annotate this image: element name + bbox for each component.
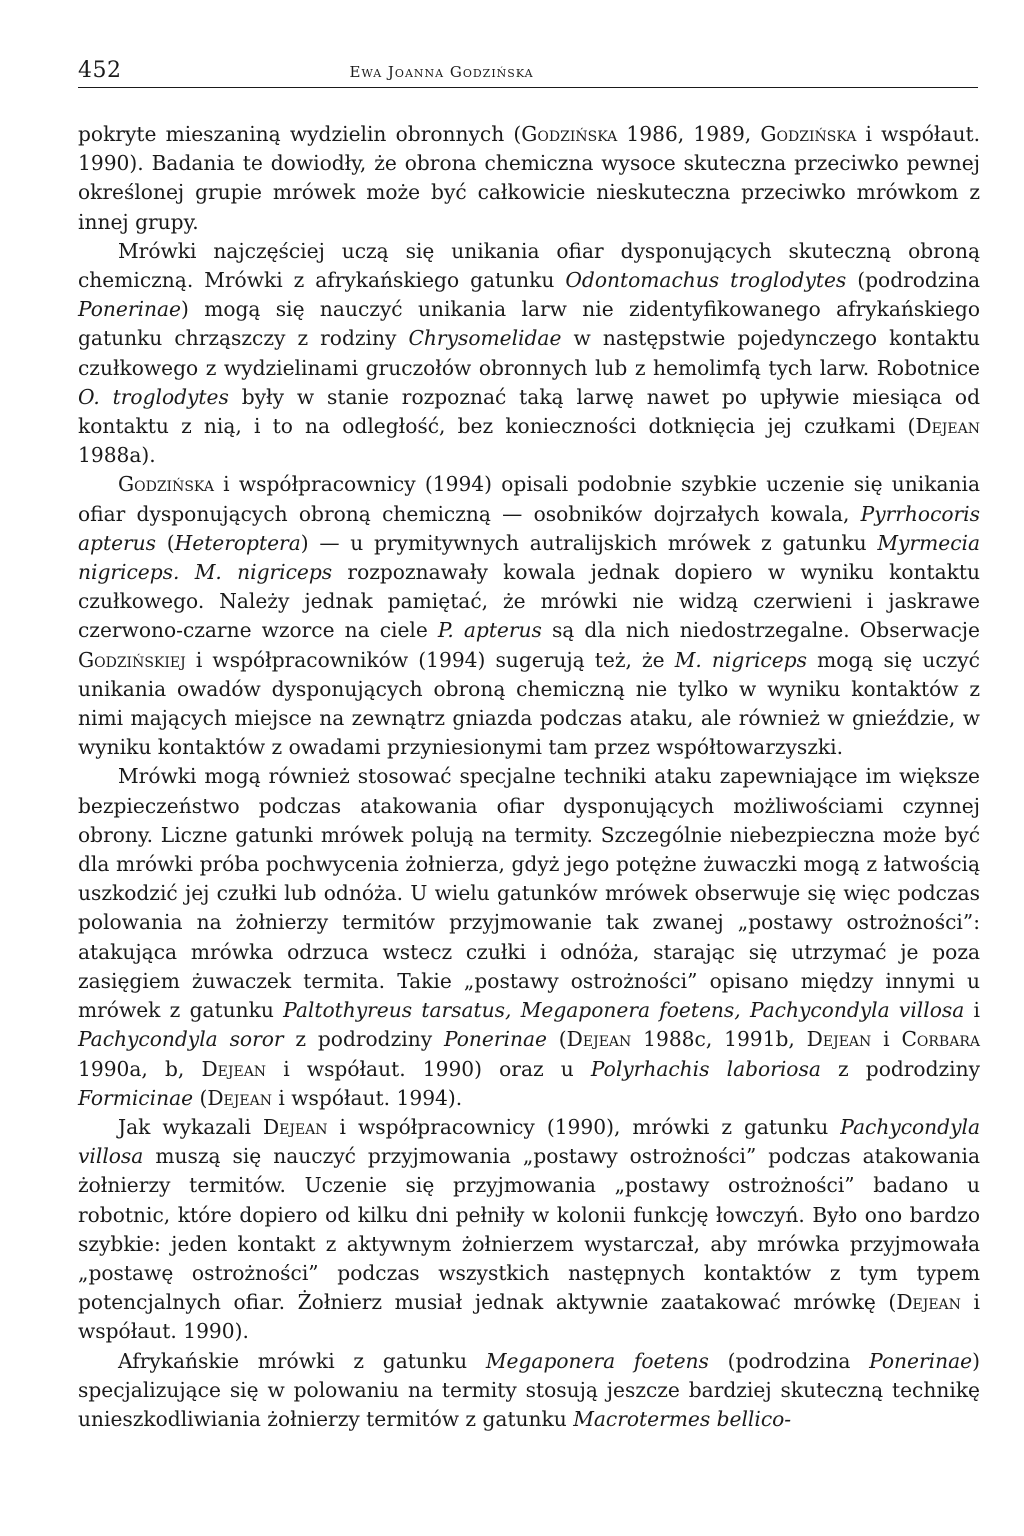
text-run: (podrodzina bbox=[846, 268, 980, 293]
text-run: 1988a). bbox=[78, 443, 156, 468]
italic-text: O. troglodytes bbox=[78, 384, 229, 409]
italic-text: Macrotermes bellico- bbox=[573, 1406, 792, 1431]
italic-text: Formicinae bbox=[78, 1085, 194, 1110]
author-name: Dejean bbox=[207, 1085, 272, 1110]
author-name: Dejean bbox=[806, 1027, 872, 1052]
italic-text: Heteroptera bbox=[174, 530, 301, 555]
text-run: z podrodziny bbox=[820, 1056, 981, 1081]
italic-text: Megaponera foetens bbox=[485, 1348, 709, 1373]
text-run: rozpoznawały kowala jednak dopiero w wyniku kontaktu czułkowego. Należy jednak pamiętać, że mrówki nie widzą czerwieni i jaskrawe czerwono-czarne wzorce na ciele bbox=[78, 560, 980, 643]
italic-text: Myrmecia nigriceps. M. nigriceps bbox=[78, 530, 980, 585]
text-run: ) mogą się nauczyć unikania larw nie zidentyfikowanego afrykańskiego gatunku chrząszczy z rodziny bbox=[78, 297, 980, 351]
author-name: Godzińskiej bbox=[78, 647, 186, 672]
paragraph bbox=[78, 120, 980, 237]
text-run: i bbox=[871, 1027, 902, 1052]
text-run: były w stanie rozpoznać taką larwę nawet po upływie miesiąca od kontaktu z nią, i to na odległość, bez konieczności dotknięcia jej czułkami ( bbox=[78, 384, 980, 439]
italic-text: Ponerinae bbox=[869, 1348, 973, 1373]
italic-text: Pachycondyla soror bbox=[78, 1027, 284, 1052]
text-run: i współaut. 1990). bbox=[78, 1290, 980, 1344]
italic-text: Polyrhachis laboriosa bbox=[590, 1056, 821, 1081]
text-run: i współpracownicy (1990), mrówki z gatunku bbox=[327, 1114, 841, 1139]
paragraph bbox=[78, 762, 980, 1112]
author-name: Dejean bbox=[896, 1290, 961, 1315]
text-run: i współaut. 1990). Badania te dowiodły, że obrona chemiczna wysoce skuteczna przeciwko pewnej określonej grupie mrówek może być całkowicie nieskuteczna przeciwko mrówkom z innej grupy. bbox=[78, 122, 980, 234]
author-name: Corbara bbox=[901, 1027, 980, 1052]
paragraph bbox=[78, 1113, 980, 1347]
text-run: z podrodziny bbox=[283, 1027, 444, 1052]
italic-text: Ponerinae bbox=[443, 1027, 547, 1052]
text-run: 1986, 1989, bbox=[617, 122, 761, 146]
author-name: Godzińska bbox=[118, 472, 214, 497]
author-name: Godzińska bbox=[760, 122, 857, 146]
italic-text: Ponerinae bbox=[78, 297, 181, 322]
italic-text: Pyrrhocoris apterus bbox=[78, 501, 980, 555]
text-run: i współpracownicy (1994) opisali podobnie szybkie uczenie się unikania ofiar dysponujących obroną chemiczną — osobników dojrzałych kowala, bbox=[78, 472, 980, 526]
page-number: 452 bbox=[78, 58, 122, 83]
paragraph bbox=[78, 1347, 980, 1435]
text-run: ) — u prymitywnych autralijskich mrówek z gatunku bbox=[300, 530, 878, 555]
italic-text: P. apterus bbox=[437, 618, 542, 643]
paragraph bbox=[78, 470, 980, 762]
italic-text: Chrysomelidae bbox=[408, 326, 562, 351]
italic-text: Odontomachus troglodytes bbox=[565, 268, 847, 293]
text-run: i współaut. 1990) oraz u bbox=[266, 1056, 591, 1081]
text-run: Mrówki najczęściej uczą się unikania ofiar dysponujących skuteczną obroną chemiczną. Mrówki z afrykańskiego gatunku bbox=[78, 238, 980, 293]
text-run: pokryte mieszaniną wydzielin obronnych ( bbox=[78, 122, 522, 146]
page-header bbox=[78, 58, 978, 88]
text-run: ) specjalizujące się w polowaniu na termity stosują jeszcze bardziej skuteczną technikę unieszkodliwiania żołnierzy termitów z gatunku bbox=[78, 1348, 980, 1431]
text-run: mogą się uczyć unikania owadów dysponujących obroną chemiczną nie tylko w wyniku kontaktów z nimi mających miejsce na zewnątrz gniazda podczas ataku, ale również w gnieździe, w wyniku kontaktów z owadami przyniesionymi tam przez współtowarzyszki. bbox=[78, 647, 980, 760]
italic-text: Paltothyreus tarsatus, Megaponera foetens, Pachycondyla villosa bbox=[283, 998, 965, 1023]
author-name: Dejean bbox=[201, 1056, 267, 1081]
text-run: 1988c, 1991b, bbox=[631, 1027, 807, 1052]
text-run: i współaut. 1994). bbox=[271, 1085, 463, 1110]
running-head: Ewa Joanna Godzińska bbox=[349, 63, 534, 81]
text-run: i bbox=[964, 998, 980, 1023]
text-run: Jak wykazali bbox=[118, 1114, 263, 1139]
text-run: muszą się nauczyć przyjmowania „postawy ostrożności” podczas atakowania żołnierzy termitów. Uczenie się przyjmowania „postawy ostrożności” badano u robotnic, które dopiero od kilku dni pełniły w kolonii funkcję łowczyń. Było ono bardzo szybkie: jeden kontakt z aktywnym żołnierzem wystarczał, aby mrówka przyjmowała „postawę ostrożności” podczas wszystkich następnych kontaktów z tym typem potencjalnych ofiar. Żołnierz musiał jednak aktywnie zaatakować mrówkę ( bbox=[78, 1144, 980, 1315]
text-run: Afrykańskie mrówki z gatunku bbox=[118, 1348, 486, 1373]
italic-text: Pachycondyla villosa bbox=[78, 1114, 981, 1169]
author-name: Godzińska bbox=[521, 122, 618, 146]
text-run: Mrówki mogą również stosować specjalne techniki ataku zapewniające im większe bezpieczeństwo podczas atakowania ofiar dysponujących możliwościami czynnej obrony. Liczne gatunki mrówek polują na termity. Szczególnie niebezpieczna może być dla mrówki próba pochwycenia żołnierza, gdyż jego potężne żuwaczki mogą z łatwością uszkodzić jej czułki lub odnóża. U wielu gatunków mrówek obserwuje się więc podczas polowania na żołnierzy termitów przyjmowanie tak zwanej „postawy ostrożności”: atakująca mrówka odrzuca wstecz czułki i odnóża, starając się utrzymać je poza zasięgiem żuwaczek termita. Takie „postawy ostrożności” opisano między innymi u mrówek z gatunku bbox=[78, 764, 980, 1023]
text-run: ( bbox=[156, 530, 175, 555]
text-run: ( bbox=[546, 1027, 567, 1052]
text-run: ( bbox=[193, 1085, 208, 1110]
author-name: Dejean bbox=[915, 414, 980, 439]
text-run: i współpracowników (1994) sugerują też, że bbox=[185, 647, 675, 672]
body-text bbox=[78, 120, 980, 1434]
text-run: w następstwie pojedynczego kontaktu czułkowego z wydzielinami gruczołów obronnych lub z hemolimfą tych larw. Robotnice bbox=[78, 326, 980, 380]
author-name: Dejean bbox=[566, 1027, 632, 1052]
text-run: są dla nich niedostrzegalne. Obserwacje bbox=[541, 618, 980, 643]
author-name: Dejean bbox=[262, 1114, 328, 1139]
text-run: (podrodzina bbox=[708, 1348, 870, 1373]
italic-text: M. nigriceps bbox=[674, 647, 807, 672]
text-run: 1990a, b, bbox=[78, 1056, 202, 1081]
paragraph bbox=[78, 237, 980, 471]
